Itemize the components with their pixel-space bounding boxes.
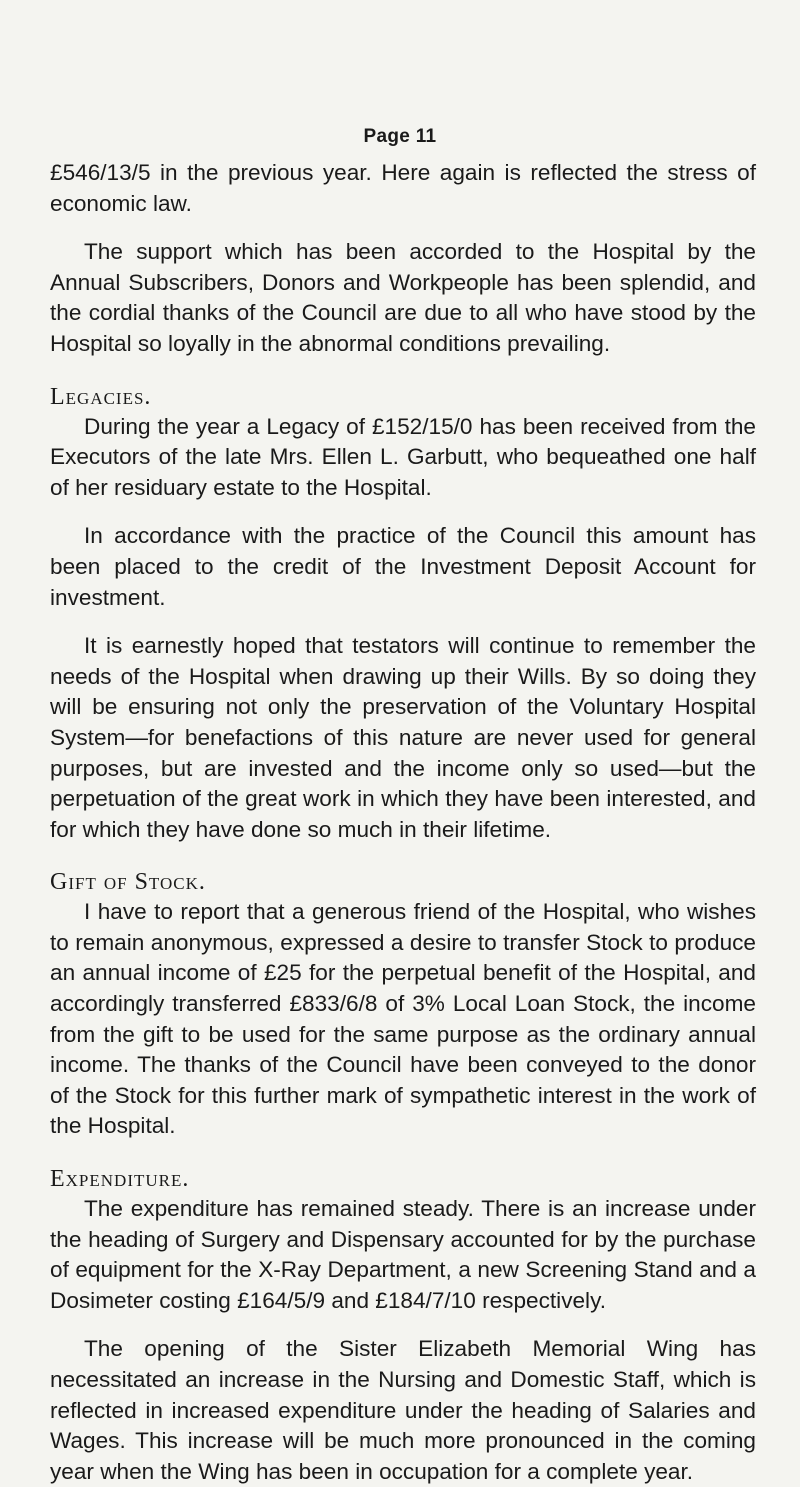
page-number: Page 11 <box>363 126 437 147</box>
paragraph-support: The support which has been accorded to the Hospital by the Annual Subscribers, Donors and Workpeople has been splendid, and the cordial thanks of the Council are due to all who have stood by the Hospital so loyally in the abnormal conditions prevailing. <box>50 239 756 356</box>
heading-gift-of-stock: Gift of Stock. <box>50 869 206 896</box>
heading-legacies: Legacies. <box>50 383 152 410</box>
paragraph-opening: £546/13/5 in the previous year. Here again is reflected the stress of economic law. <box>50 160 756 216</box>
paragraph-legacy-hope: It is earnestly hoped that testators will continue to remember the needs of the Hospital when drawing up their Wills. By so doing they will be ensuring not only the preservation of the Voluntary Hospital System—for benefactions of this nature are never used for general purposes, but are invested and the income only so used—but the perpetuation of the great work in which they have been interested, and for which they have done so much in their lifetime. <box>50 633 756 842</box>
paragraph-gift-of-stock: I have to report that a generous friend of the Hospital, who wishes to remain anonymous, expressed a desire to transfer Stock to produce an annual income of £25 for the perpetual benefit of the Hospital, and accordingly transferred £833/6/8 of 3% Local Loan Stock, the income from the gift to be used for the same purpose as the ordinary annual income. The thanks of the Council have been conveyed to the donor of the Stock for this further mark of sympathetic interest in the work of the Hospital. <box>50 899 756 1139</box>
paragraph-legacy-credit: In accordance with the practice of the Council this amount has been placed to the credit of the Investment Deposit Account for investment. <box>50 523 756 610</box>
body-text <box>50 158 756 1487</box>
paragraph-expenditure-wing: The opening of the Sister Elizabeth Memorial Wing has necessitated an increase in the Nursing and Domestic Staff, which is reflected in increased expenditure under the heading of Salaries and Wages. This increase will be much more pronounced in the coming year when the Wing has been in occupation for a complete year. <box>50 1336 756 1484</box>
paragraph-expenditure-steady: The expenditure has remained steady. There is an increase under the heading of Surgery and Dispensary accounted for by the purchase of equipment for the X-Ray Department, a new Screening Stand and a Dosimeter costing £164/5/9 and £184/7/10 respectively. <box>50 1196 756 1313</box>
heading-expenditure: Expenditure. <box>50 1166 190 1193</box>
paragraph-legacy-received: During the year a Legacy of £152/15/0 has been received from the Executors of the late Mrs. Ellen L. Garbutt, who bequeathed one half of her residuary estate to the Hospital. <box>50 413 756 500</box>
